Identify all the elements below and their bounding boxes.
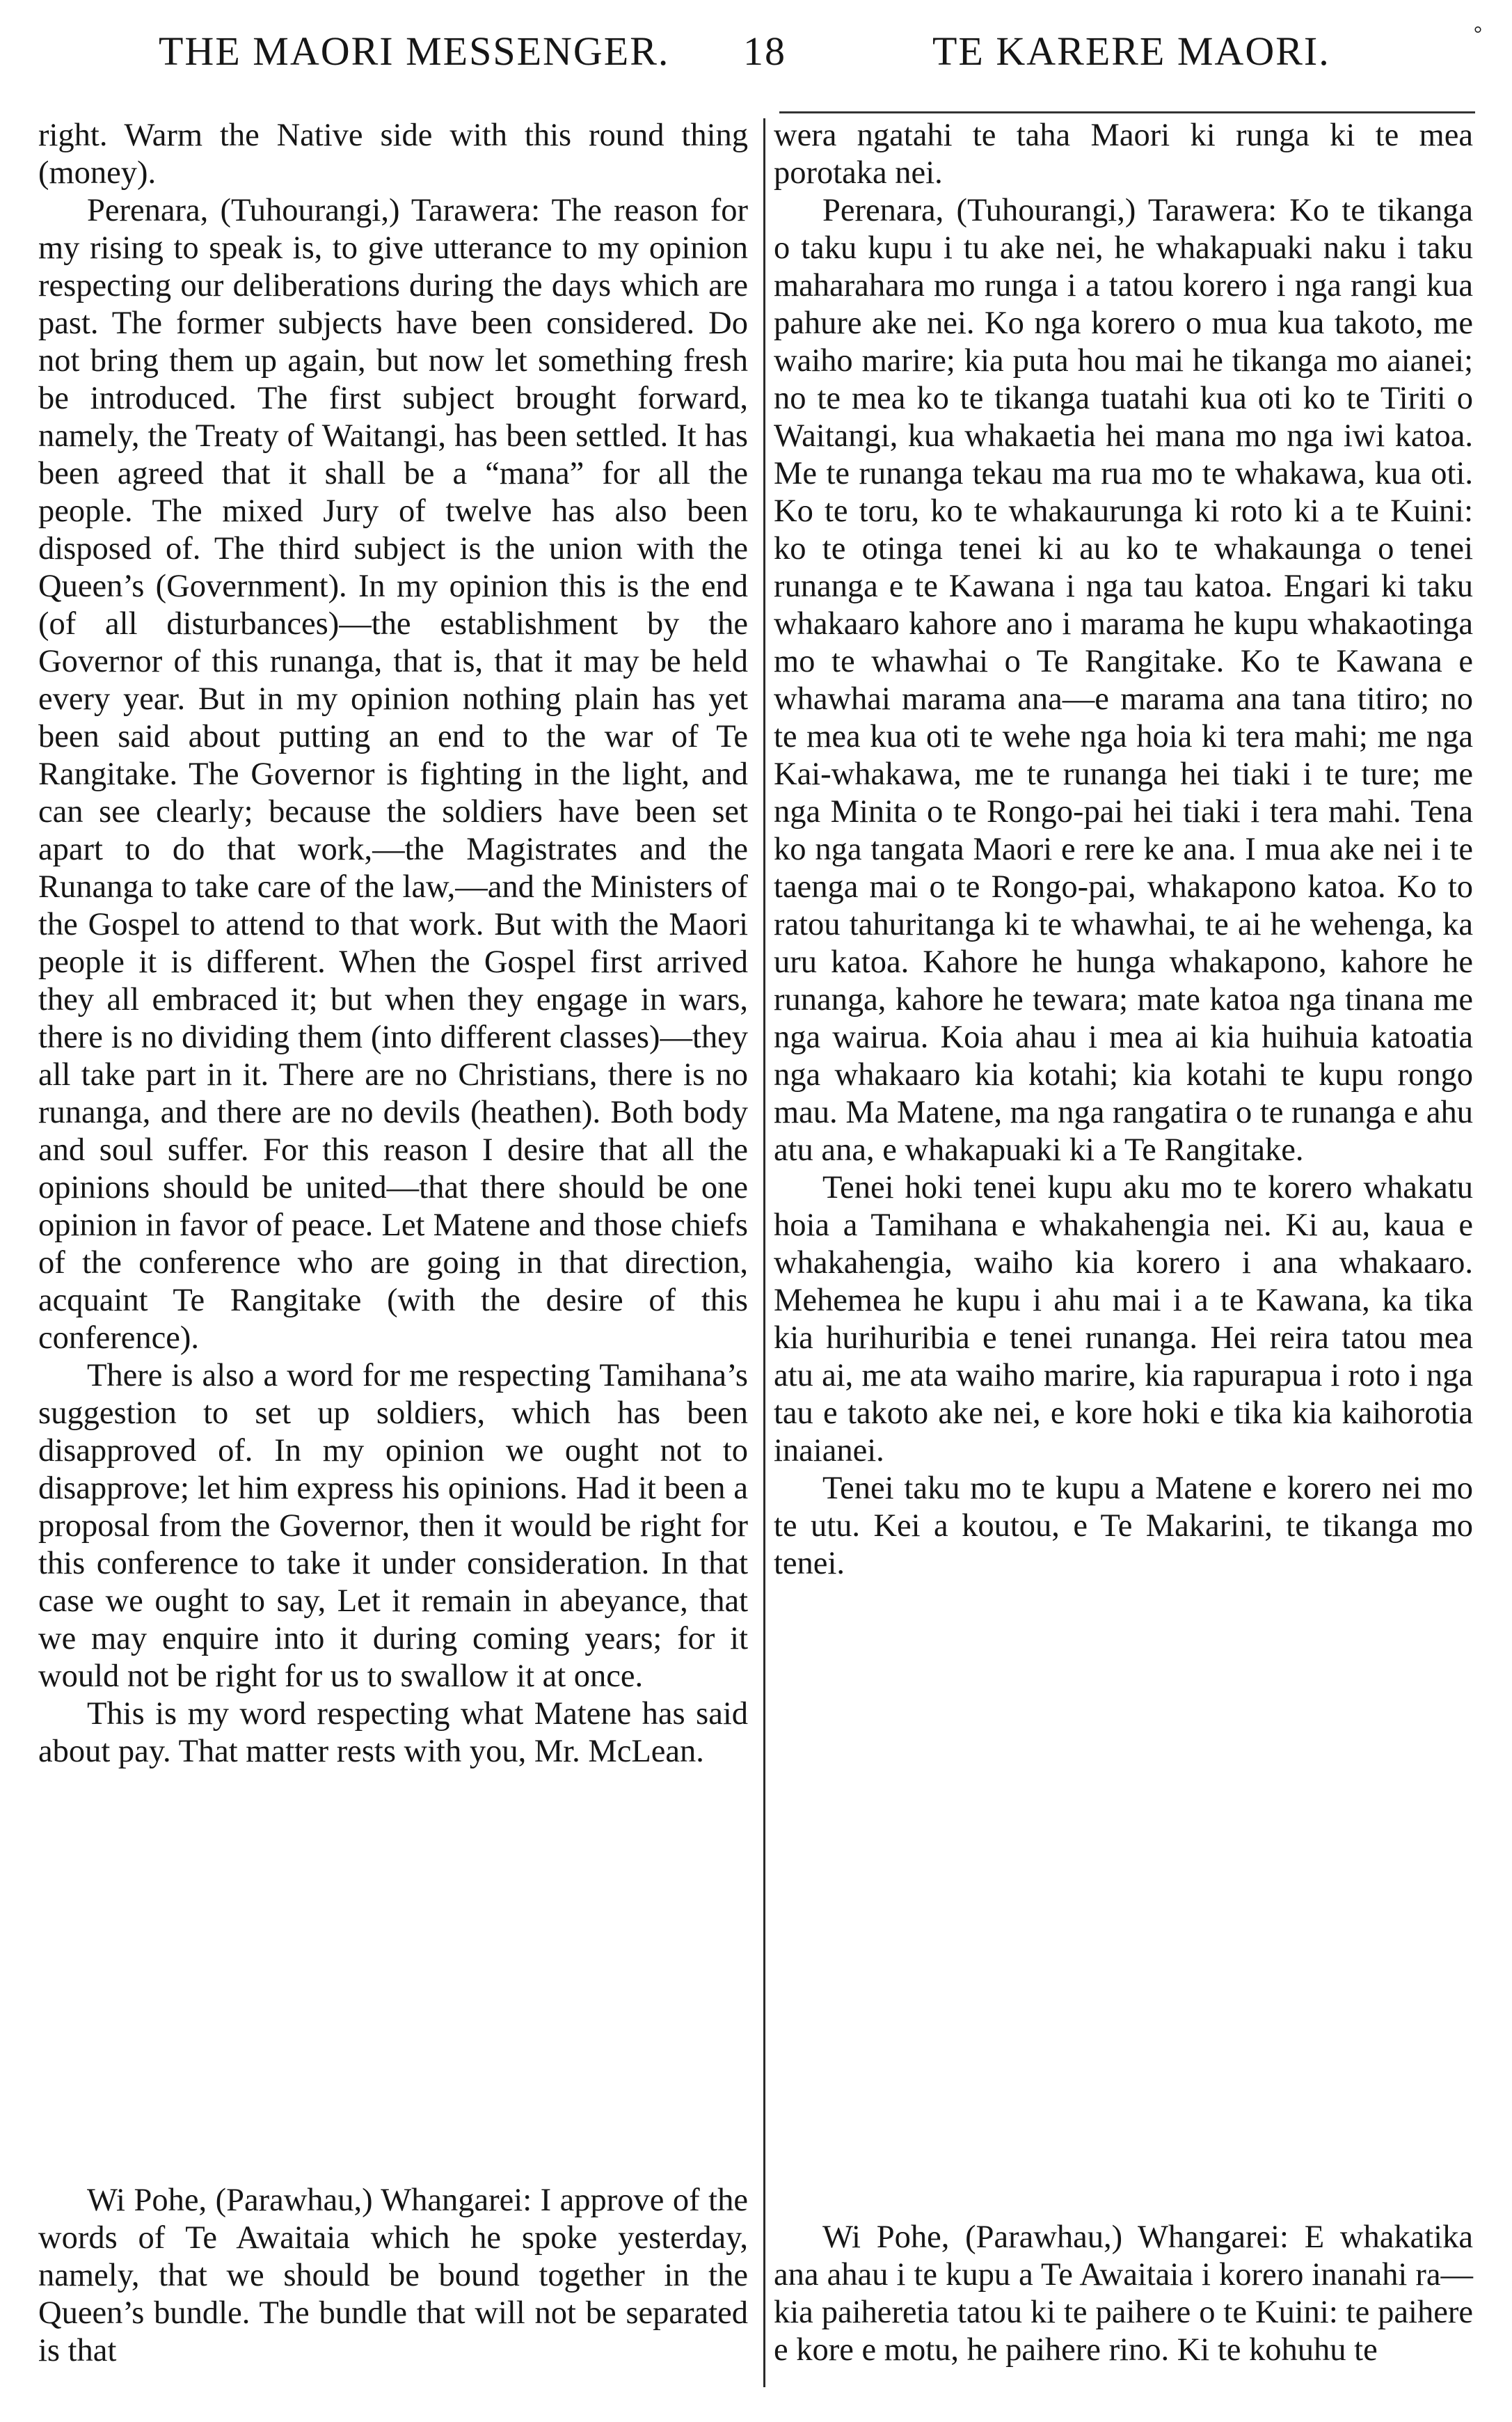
corner-mark-icon: ° [1474,22,1483,45]
english-paragraph: There is also a word for me respecting Tamihana’s suggestion to set up soldiers, which has been disapproved of. In my opinion we ought not to disapprove; let him express his opinions. Had it been a proposal from the Governor, then it would be right for this conference to take it under consideration. In that case we ought to say, Let it remain in abeyance, that we may enquire into it during coming years; for it would not be right for us to swallow it at once. [38,1358,748,1694]
maori-column [774,117,1473,1583]
maori-bottom-section [774,2219,1473,2369]
maori-paragraph: wera ngatahi te taha Maori ki runga ki te mea porotaka nei. [774,118,1473,191]
page-number: 18 [743,29,786,74]
maori-paragraph: Wi Pohe, (Parawhau,) Whangarei: E whakatika ana ahau i te kupu a Te Awaitaia i korero inanahi ra—kia paiheretia tatou ki te paihere o te Kuini: te paihere e kore e motu, he paihere rino. Ki te kohuhu te [774,2219,1473,2368]
english-paragraph: Perenara, (Tuhourangi,) Tarawera: The reason for my rising to speak is, to give utterance to my opinion respecting our deliberations during the days which are past. The former subjects have been considered. Do not bring them up again, but now let something fresh be introduced. The first subject brought forward, namely, the Treaty of Waitangi, has been settled. It has been agreed that it shall be a “mana” for all the people. The mixed Jury of twelve has also been disposed of. The third subject is the union with the Queen’s (Government). In my opinion this is the end (of all disturbances)—the establishment by the Governor of this runanga, that is, that it may be held every year. But in my opinion nothing plain has yet been said about putting an end to the war of Te Rangitake. The Governor is fighting in the light, and can see clearly; because the soldiers have been set apart to do that work,—the Magistrates and the Runanga to take care of the law,—and the Ministers of the Gospel to attend to that work. But with the Maori people it is different. When the Gospel first arrived they all embraced it; but when they engage in wars, there is no dividing them (into different classes)—they all take part in it. There are no Christians, there is no runanga, and there are no devils (heathen). Both body and soul suffer. For this reason I desire that all the opinions should be united—that there should be one opinion in favor of peace. Let Matene and those chiefs of the conference who are going in that direction, acquaint Te Rangitake (with the desire of this conference). [38,193,748,1356]
english-masthead-title: THE MAORI MESSENGER. [159,29,670,74]
maori-paragraph: Tenei hoki tenei kupu aku mo te korero whakatu hoia a Tamihana e whakahengia nei. Ki au, kaua e whakahengia, waiho kia korero i ana whakaaro. Mehemea he kupu i ahu mai i a te Kawana, ka tika kia hurihuribia e tenei runanga. Hei reira tatou mea atu ai, me ata waiho marire, kia rapurapua i roto i nga tau e takoto ake nei, e kore hoki e tika kia kaihorotia inaianei. [774,1170,1473,1469]
maori-paragraph: Perenara, (Tuhourangi,) Tarawera: Ko te tikanga o taku kupu i tu ake nei, he whakapuaki naku i taku maharahara mo runga i a tatou korero i nga rangi kua pahure ake nei. Ko nga korero o mua kua takoto, me waiho marire; kia puta hou mai he tikanga mo aianei; no te mea ko te tikanga tuatahi kua oti ko te Tiriti o Waitangi, kua whakaetia hei mana mo nga iwi katoa. Me te runanga tekau ma rua mo te whakawa, kua oti. Ko te toru, ko te whakaurunga ki roto ki a te Kuini: ko te otinga tenei ki au ko te whakaunga o tenei runanga e te Kawana i nga tau katoa. Engari ki taku whakaaro kahore ano i marama he kupu whakaotinga mo te whawhai o Te Rangitake. Ko te Kawana e whawhai marama ana—e marama ana tana titiro; no te mea kua oti te wehe nga hoia ki tera mahi; me nga Kai-whakawa, me te runanga hei tiaki i te ture; me nga Minita o te Rongo-pai hei tiaki i tera mahi. Tena ko nga tangata Maori e rere ke ana. I mua ake nei i te taenga mai o te Rongo-pai, whakapono katoa. Ko to ratou tahuritanga ki te whawhai, te ai he wehenga, ka uru katoa. Kahore he hunga whakapono, kahore he runanga, kahore he tewara; mate katoa nga tinana me nga wairua. Koia ahau i mea ai kia huihuia katoatia nga whakaaro kia kotahi; kia kotahi te kupu rongo mau. Ma Matene, ma nga rangatira o te runanga e ahu atu ana, e whakapuaki ki a Te Rangitake. [774,193,1473,1168]
column-divider [763,118,765,2387]
maori-paragraph: Tenei taku mo te kupu a Matene e korero nei mo te utu. Kei a koutou, e Te Makarini, te tikanga mo tenei. [774,1471,1473,1581]
maori-masthead-title: TE KARERE MAORI. [932,29,1330,74]
english-bottom-section [38,2182,748,2370]
english-paragraph: right. Warm the Native side with this round thing (money). [38,118,748,191]
english-paragraph: This is my word respecting what Matene has said about pay. That matter rests with you, Mr. McLean. [38,1696,748,1769]
english-column [38,117,748,1771]
header-rule [779,111,1475,113]
page-header [0,22,1512,90]
english-paragraph: Wi Pohe, (Parawhau,) Whangarei: I approve of the words of Te Awaitaia which he spoke yesterday, namely, that we should be bound together in the Queen’s bundle. The bundle that will not be separated is that [38,2183,748,2368]
